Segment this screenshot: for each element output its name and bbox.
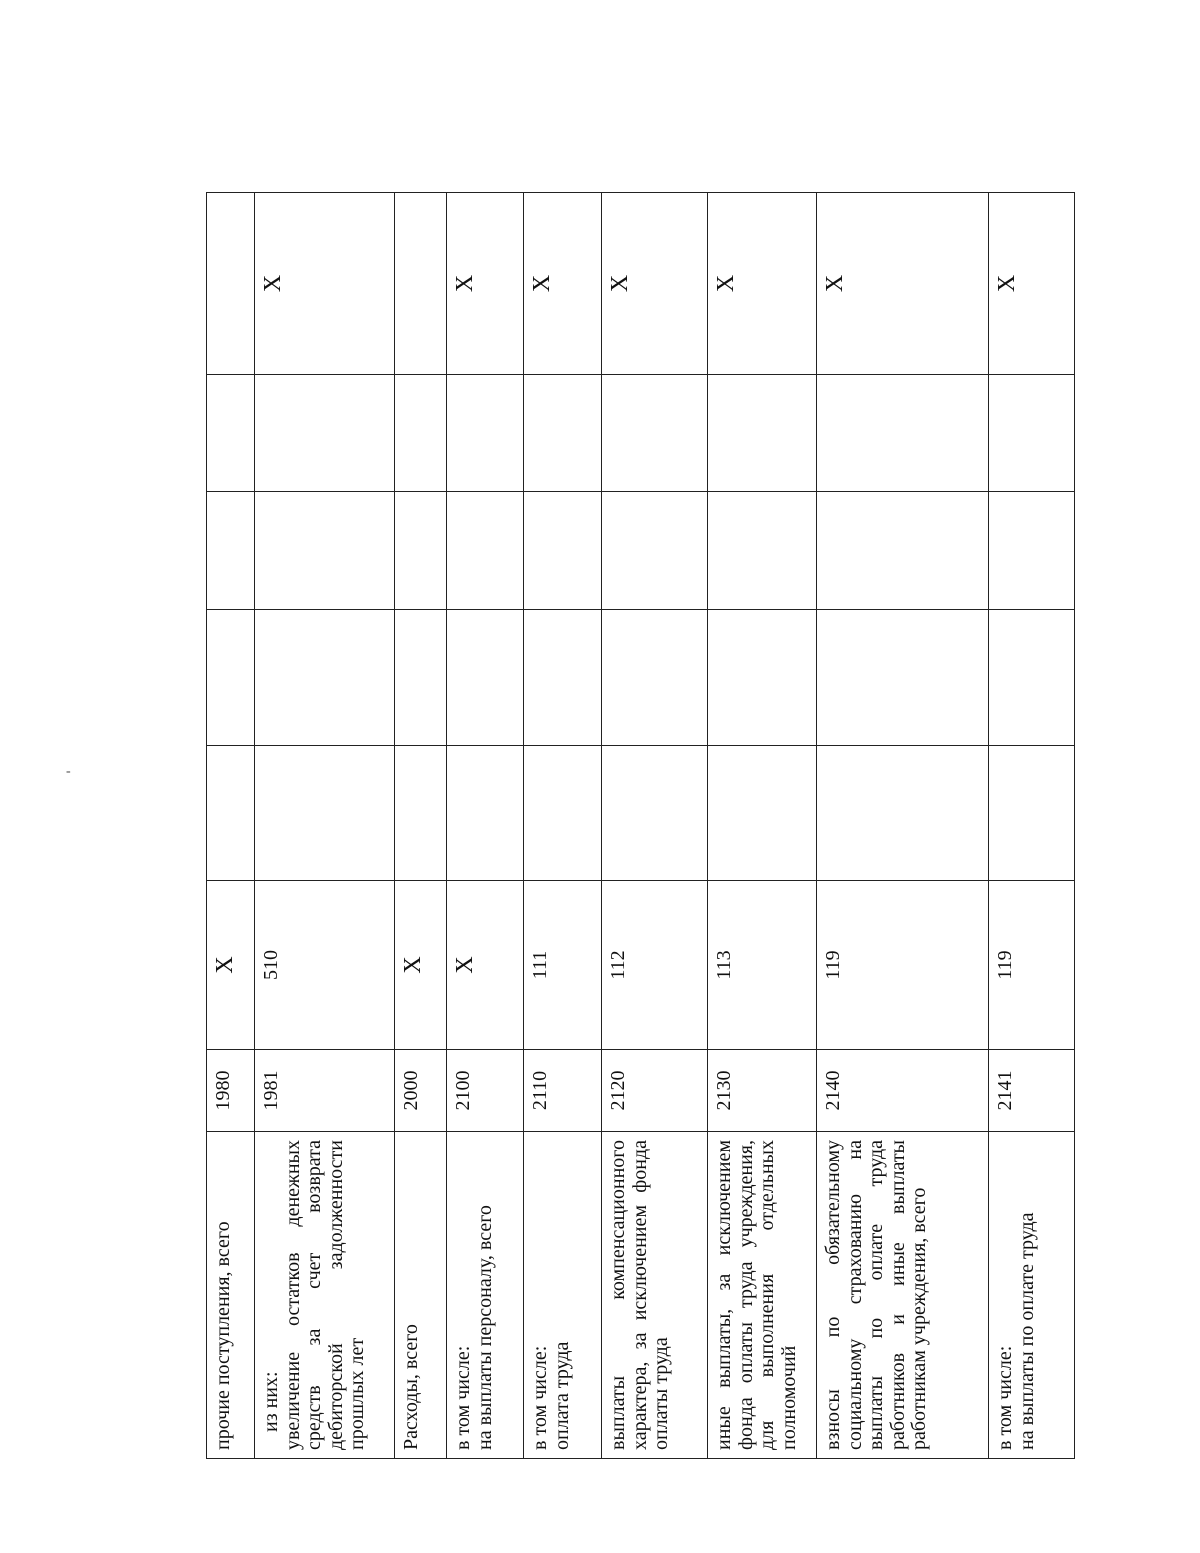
row-name-cell — [255, 1132, 395, 1459]
row-code: 2110 — [524, 1050, 602, 1132]
row-name: оплата труда — [550, 1341, 573, 1450]
empty-cell — [708, 610, 817, 746]
row-last-mark — [207, 193, 255, 375]
empty-cell — [524, 492, 602, 610]
empty-cell — [395, 610, 447, 746]
empty-cell — [989, 375, 1075, 492]
row-last-mark: X — [817, 193, 989, 375]
row-kosgu: 119 — [989, 881, 1075, 1050]
empty-cell — [395, 746, 447, 881]
row-kosgu: 112 — [602, 881, 708, 1050]
empty-cell — [708, 746, 817, 881]
row-code: 2000 — [395, 1050, 447, 1132]
empty-cell — [524, 746, 602, 881]
table-row — [395, 193, 447, 1459]
row-kosgu: 510 — [255, 881, 395, 1050]
table-row — [989, 193, 1075, 1459]
row-kosgu: X — [447, 881, 524, 1050]
empty-cell — [447, 375, 524, 492]
row-last-mark: X — [255, 193, 395, 375]
empty-cell — [207, 375, 255, 492]
row-last-mark — [395, 193, 447, 375]
empty-cell — [817, 375, 989, 492]
row-name-cell — [207, 1132, 255, 1459]
table-row — [255, 193, 395, 1459]
empty-cell — [817, 746, 989, 881]
row-name: Расходы, всего — [400, 1324, 422, 1450]
empty-cell — [602, 610, 708, 746]
row-kosgu: X — [395, 881, 447, 1050]
row-name: взносы по обязательному социальному страхованию на выплаты по оплате труда работников и иные выплаты работникам учреждения, всего — [822, 1140, 931, 1450]
empty-cell — [207, 492, 255, 610]
row-intro: в том числе: — [994, 1345, 1016, 1450]
row-intro: в том числе: — [452, 1345, 474, 1450]
row-name-cell — [395, 1132, 447, 1459]
row-name-cell — [817, 1132, 989, 1459]
row-last-mark: X — [708, 193, 817, 375]
empty-cell — [395, 375, 447, 492]
empty-cell — [524, 375, 602, 492]
row-kosgu: X — [207, 881, 255, 1050]
row-code: 2100 — [447, 1050, 524, 1132]
table-row — [447, 193, 524, 1459]
empty-cell — [255, 746, 395, 881]
row-kosgu: 119 — [817, 881, 989, 1050]
empty-cell — [447, 746, 524, 881]
empty-cell — [602, 492, 708, 610]
empty-cell — [255, 610, 395, 746]
row-name: выплаты компенсационного характера, за исключением фонда оплаты труда — [607, 1140, 673, 1450]
row-kosgu: 111 — [524, 881, 602, 1050]
empty-cell — [447, 492, 524, 610]
empty-cell — [207, 610, 255, 746]
page-mark: - — [66, 764, 69, 779]
empty-cell — [989, 492, 1075, 610]
empty-cell — [817, 610, 989, 746]
table-row — [207, 193, 255, 1459]
empty-cell — [602, 375, 708, 492]
table-row — [524, 193, 602, 1459]
row-code: 1980 — [207, 1050, 255, 1132]
empty-cell — [524, 610, 602, 746]
row-name: прочие поступления, всего — [212, 1221, 234, 1450]
row-code: 2141 — [989, 1050, 1075, 1132]
empty-cell — [989, 746, 1075, 881]
row-name: иные выплаты, за исключением фонда оплаты труда учреждения, для выполнения отдельных полномочий — [713, 1140, 800, 1450]
row-name-cell — [524, 1132, 602, 1459]
row-code: 2140 — [817, 1050, 989, 1132]
row-last-mark: X — [989, 193, 1075, 375]
empty-cell — [817, 492, 989, 610]
table-row — [817, 193, 989, 1459]
empty-cell — [708, 375, 817, 492]
empty-cell — [395, 492, 447, 610]
row-last-mark: X — [524, 193, 602, 375]
row-code: 2120 — [602, 1050, 708, 1132]
row-intro: из них: — [260, 1371, 282, 1432]
empty-cell — [255, 492, 395, 610]
empty-cell — [602, 746, 708, 881]
row-intro: в том числе: — [529, 1345, 551, 1450]
empty-cell — [207, 746, 255, 881]
row-name: на выплаты по оплате труда — [1015, 1212, 1038, 1450]
row-kosgu: 113 — [708, 881, 817, 1050]
row-name-cell — [989, 1132, 1075, 1459]
empty-cell — [708, 492, 817, 610]
table-row — [708, 193, 817, 1459]
row-name-cell — [602, 1132, 708, 1459]
row-code: 2130 — [708, 1050, 817, 1132]
row-name: на выплаты персоналу, всего — [473, 1205, 496, 1450]
empty-cell — [989, 610, 1075, 746]
row-name: увеличение остатков денежных средств за счет возврата дебиторской задолженности прошлых лет — [281, 1140, 369, 1450]
row-last-mark: X — [602, 193, 708, 375]
budget-table — [206, 192, 1075, 1459]
row-name-cell — [447, 1132, 524, 1459]
row-code: 1981 — [255, 1050, 395, 1132]
rotated-table-container — [206, 193, 1074, 1459]
empty-cell — [255, 375, 395, 492]
empty-cell — [447, 610, 524, 746]
row-last-mark: X — [447, 193, 524, 375]
table-row — [602, 193, 708, 1459]
row-name-cell — [708, 1132, 817, 1459]
